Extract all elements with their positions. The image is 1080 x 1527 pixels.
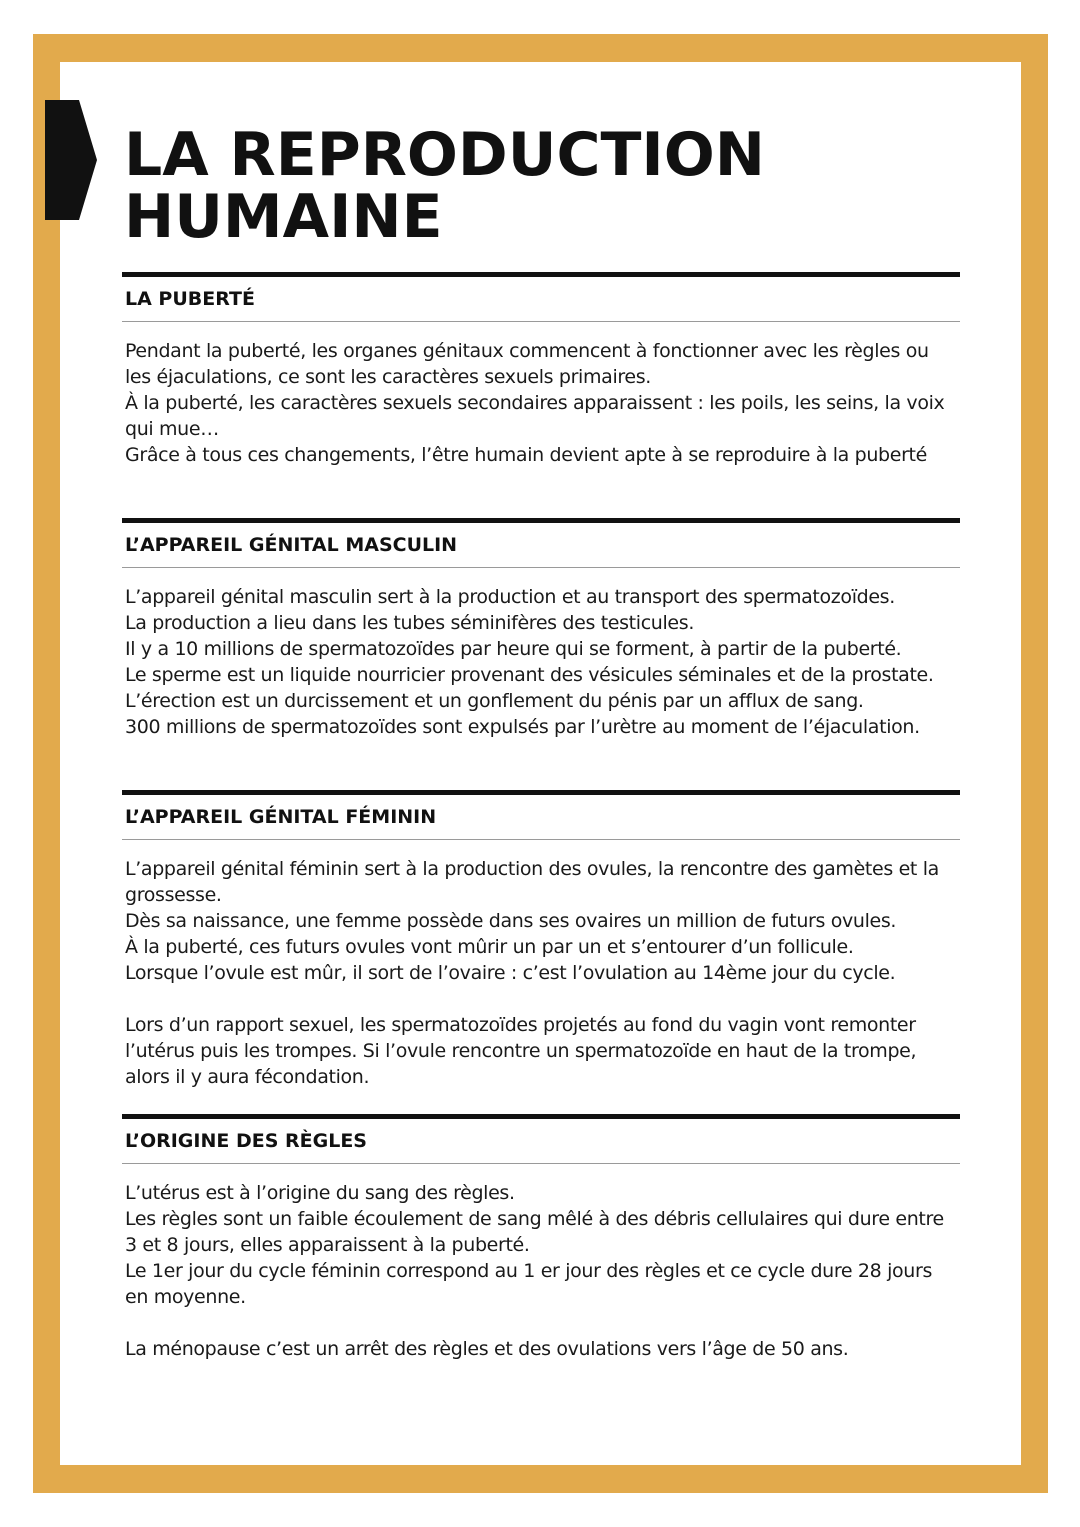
paragraph: Les règles sont un faible écoulement de sang mêlé à des débris cellulaires qui dure entre 3 et 8 jours, elles apparaissent à la puberté. — [125, 1208, 944, 1256]
title-marker-icon — [45, 100, 97, 220]
paragraph: La ménopause c’est un arrêt des règles et des ovulations vers l’âge de 50 ans. — [125, 1338, 849, 1360]
paragraph: L’appareil génital féminin sert à la production des ovules, la rencontre des gamètes et la grossesse. — [125, 858, 939, 906]
section-body — [122, 1164, 960, 1362]
paragraph: Pendant la puberté, les organes génitaux commencent à fonctionner avec les règles ou les éjaculations, ce sont les caractères sexuels primaires. — [125, 340, 929, 388]
section-body — [122, 322, 960, 468]
section-appareil-feminin — [122, 790, 960, 1090]
paragraph: Dès sa naissance, une femme possède dans ses ovaires un million de futurs ovules. — [125, 910, 897, 932]
paragraph: 300 millions de spermatozoïdes sont expulsés par l’urètre au moment de l’éjaculation. — [125, 716, 920, 738]
section-heading: LA PUBERTÉ — [125, 288, 255, 310]
section-origine-regles — [122, 1114, 960, 1362]
page-title — [124, 120, 765, 252]
page-title-line-1: LA REPRODUCTION — [124, 120, 765, 190]
section-puberte — [122, 272, 960, 468]
paragraph: Lors d’un rapport sexuel, les spermatozoïdes projetés au fond du vagin vont remonter l’utérus puis les trompes. Si l’ovule rencontre un spermatozoïde en haut de la trompe, alors il y aura fécondation. — [125, 1014, 917, 1088]
paragraph: Le sperme est un liquide nourricier provenant des vésicules séminales et de la prostate. — [125, 664, 934, 686]
paragraph: La production a lieu dans les tubes séminifères des testicules. — [125, 612, 695, 634]
paragraph: L’utérus est à l’origine du sang des règles. — [125, 1182, 515, 1204]
page-title-line-2: HUMAINE — [124, 182, 443, 252]
section-heading: L’ORIGINE DES RÈGLES — [125, 1130, 367, 1152]
paragraph: L’érection est un durcissement et un gonflement du pénis par un afflux de sang. — [125, 690, 864, 712]
paragraph: L’appareil génital masculin sert à la production et au transport des spermatozoïdes. — [125, 586, 895, 608]
section-heading: L’APPAREIL GÉNITAL MASCULIN — [125, 534, 458, 556]
paragraph: Il y a 10 millions de spermatozoïdes par heure qui se forment, à partir de la puberté. — [125, 638, 902, 660]
section-body — [122, 568, 960, 740]
section-appareil-masculin — [122, 518, 960, 740]
paragraph: À la puberté, ces futurs ovules vont mûrir un par un et s’entourer d’un follicule. — [125, 936, 854, 958]
paragraph: Le 1er jour du cycle féminin correspond au 1 er jour des règles et ce cycle dure 28 jours en moyenne. — [125, 1260, 932, 1308]
paragraph: Lorsque l’ovule est mûr, il sort de l’ovaire : c’est l’ovulation au 14ème jour du cycle. — [125, 962, 896, 984]
paragraph: À la puberté, les caractères sexuels secondaires apparaissent : les poils, les seins, la voix qui mue… — [125, 392, 945, 440]
section-heading: L’APPAREIL GÉNITAL FÉMININ — [125, 806, 437, 828]
paragraph: Grâce à tous ces changements, l’être humain devient apte à se reproduire à la puberté — [125, 444, 927, 466]
section-body — [122, 840, 960, 1090]
